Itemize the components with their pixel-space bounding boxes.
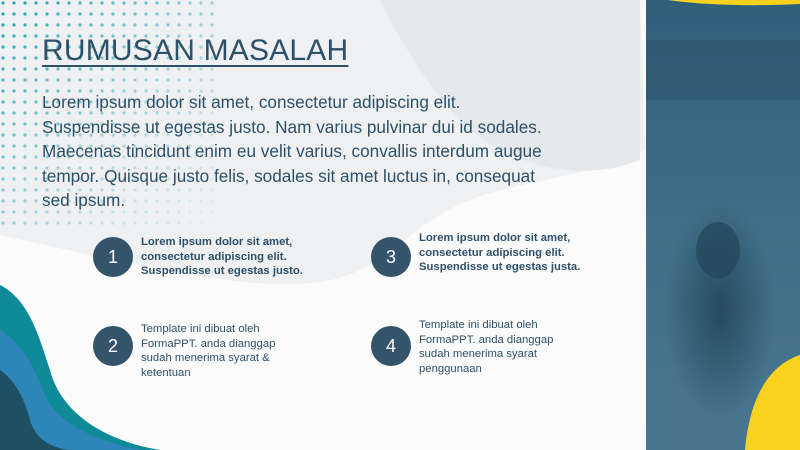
step-text: Template ini dibuat oleh FormaPPT. anda dianggap sudah menerima syarat penggunaan	[419, 319, 554, 375]
body-paragraph: Lorem ipsum dolor sit amet, consectetur adipiscing elit. Suspendisse ut egestas justo. Nam varius pulvinar dui id sodales. Maecenas tincidunt enim eu velit varius, convallis interdum augue tempor. Quisque justo felis, sodales sit amet luctus in, consequat sed ipsum.	[42, 92, 542, 210]
step-text: Template ini dibuat oleh FormaPPT. anda dianggap sudah menerima syarat & ketentuan	[141, 323, 276, 379]
photo-figure-head	[696, 222, 740, 278]
step-number-badge: 1	[93, 237, 133, 277]
slide-title: RUMUSAN MASALAH	[42, 34, 349, 67]
step-text: Lorem ipsum dolor sit amet, consectetur adipiscing elit. Suspendisse ut egestas justa.	[419, 232, 581, 273]
step-number-badge: 3	[371, 237, 411, 277]
step-number-badge: 2	[93, 326, 133, 366]
photo-blur-top	[646, 40, 800, 100]
step-number-badge: 4	[371, 326, 411, 366]
step-text: Lorem ipsum dolor sit amet, consectetur adipiscing elit. Suspendisse ut egestas justo.	[141, 236, 303, 277]
